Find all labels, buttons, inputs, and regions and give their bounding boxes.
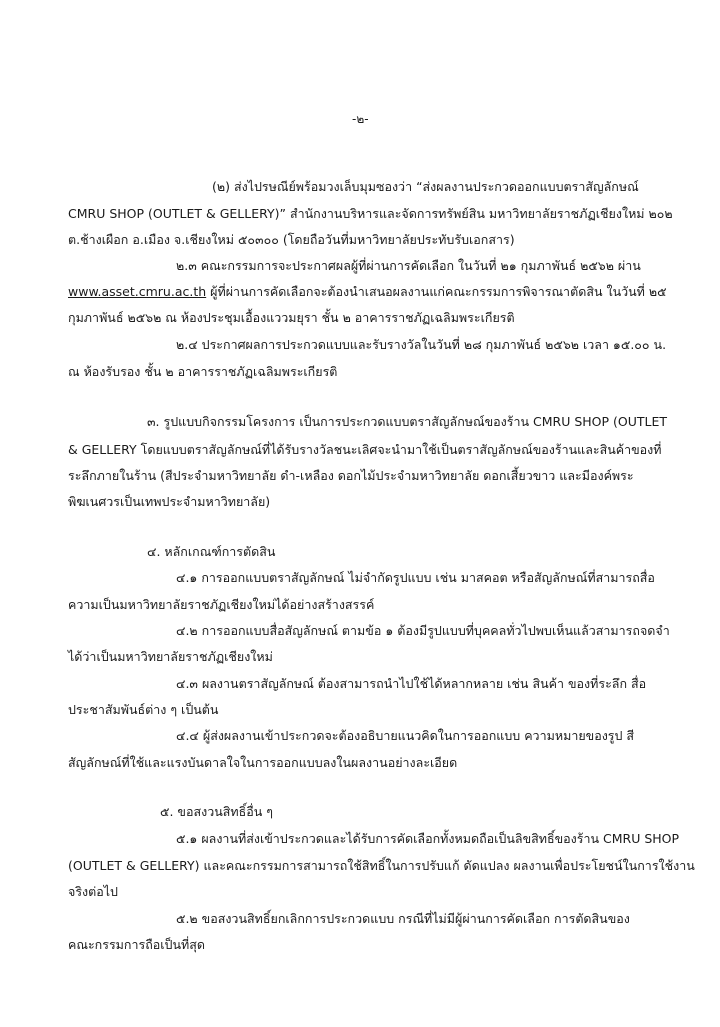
paragraph-line: CMRU SHOP (OUTLET & GELLERY)” สำนักงานบริหารและจัดการทรัพย์สิน มหาวิทยาลัยราชภัฏเชียงใหม่ ๒๐๒	[68, 206, 673, 221]
paragraph-line: ๔.๒ การออกแบบสื่อสัญลักษณ์ ตามข้อ ๑ ต้องมีรูปแบบที่บุคคลทั่วไปพบเห็นแล้วสามารถจดจำ	[176, 623, 670, 638]
paragraph-text: ผู้ที่ผ่านการคัดเลือกจะต้องนำเสนอผลงานแก่คณะกรรมการพิจารณาตัดสิน ในวันที่ ๒๕	[210, 284, 667, 299]
paragraph-line: ได้ว่าเป็นมหาวิทยาลัยราชภัฏเชียงใหม่	[68, 649, 273, 664]
paragraph-line: (๒) ส่งไปรษณีย์พร้อมวงเล็บมุมซองว่า “ส่งผลงานประกวดออกแบบตราสัญลักษณ์	[212, 179, 639, 194]
paragraph-line: ๔.๔ ผู้ส่งผลงานเข้าประกวดจะต้องอธิบายแนวคิดในการออกแบบ ความหมายของรูป สี	[176, 728, 635, 743]
paragraph-line: ต.ช้างเผือก อ.เมือง จ.เชียงใหม่ ๕๐๓๐๐ (โดยถือวันที่มหาวิทยาลัยประทับรับเอกสาร)	[68, 232, 515, 247]
paragraph-line: ความเป็นมหาวิทยาลัยราชภัฏเชียงใหม่ได้อย่างสร้างสรรค์	[68, 597, 375, 612]
paragraph-line: ๒.๔ ประกาศผลการประกวดแบบและรับรางวัลในวันที่ ๒๘ กุมภาพันธ์ ๒๕๖๒ เวลา ๑๕.๐๐ น.	[176, 337, 667, 352]
section-heading: ๕. ขอสงวนสิทธิ์อื่น ๆ	[160, 804, 273, 819]
paragraph-line: ๔.๓ ผลงานตราสัญลักษณ์ ต้องสามารถนำไปใช้ได้หลากหลาย เช่น สินค้า ของที่ระลึก สื่อ	[176, 676, 647, 691]
paragraph-line: กุมภาพันธ์ ๒๕๖๒ ณ ห้องประชุมเอื้องแววมยุรา ชั้น ๒ อาคารราชภัฏเฉลิมพระเกียรติ	[68, 310, 515, 325]
section-heading: ๔. หลักเกณฑ์การตัดสิน	[147, 544, 276, 559]
paragraph-line: ๒.๓ คณะกรรมการจะประกาศผลผู้ที่ผ่านการคัดเลือก ในวันที่ ๒๑ กุมภาพันธ์ ๒๕๖๒ ผ่าน	[176, 258, 641, 273]
paragraph-line: พิฆเนศวรเป็นเทพประจำมหาวิทยาลัย)	[68, 494, 271, 509]
paragraph-line: คณะกรรมการถือเป็นที่สุด	[68, 937, 206, 952]
paragraph-line: จริงต่อไป	[68, 884, 118, 899]
paragraph-line: ระลึกภายในร้าน (สีประจำมหาวิทยาลัย ดำ-เหลือง ดอกไม้ประจำมหาวิทยาลัย ดอกเสี้ยวขาว และมีองค์พระ	[68, 468, 634, 483]
paragraph-line: & GELLERY โดยแบบตราสัญลักษณ์ที่ได้รับรางวัลชนะเลิศจะนำมาใช้เป็นตราสัญลักษณ์ของร้านและสินค้าของที่	[68, 442, 662, 457]
paragraph-line: ประชาสัมพันธ์ต่าง ๆ เป็นต้น	[68, 702, 219, 717]
paragraph-line: ๕.๑ ผลงานที่ส่งเข้าประกวดและได้รับการคัดเลือกทั้งหมดถือเป็นลิขสิทธิ์ของร้าน CMRU SHOP	[176, 831, 680, 846]
paragraph-line	[68, 283, 667, 301]
page-number: -๒-	[352, 112, 369, 126]
website-link[interactable]: www.asset.cmru.ac.th	[68, 284, 207, 299]
paragraph-line: ๕.๒ ขอสงวนสิทธิ์ยกเลิกการประกวดแบบ กรณีที่ไม่มีผู้ผ่านการคัดเลือก การตัดสินของ	[176, 911, 630, 926]
paragraph-line: (OUTLET & GELLERY) และคณะกรรมการสามารถใช้สิทธิ์ในการปรับแก้ ดัดแปลง ผลงานเพื่อประโยชน์ในการใช้งาน	[68, 858, 695, 873]
paragraph-line: ๔.๑ การออกแบบตราสัญลักษณ์ ไม่จำกัดรูปแบบ เช่น มาสคอต หรือสัญลักษณ์ที่สามารถสื่อ	[176, 570, 655, 585]
paragraph-line: ณ ห้องรับรอง ชั้น ๒ อาคารราชภัฏเฉลิมพระเกียรติ	[68, 364, 338, 379]
section-heading: ๓. รูปแบบกิจกรรมโครงการ เป็นการประกวดแบบตราสัญลักษณ์ของร้าน CMRU SHOP (OUTLET	[147, 414, 668, 429]
paragraph-line: สัญลักษณ์ที่ใช้และแรงบันดาลใจในการออกแบบลงในผลงานอย่างละเอียด	[68, 755, 458, 770]
